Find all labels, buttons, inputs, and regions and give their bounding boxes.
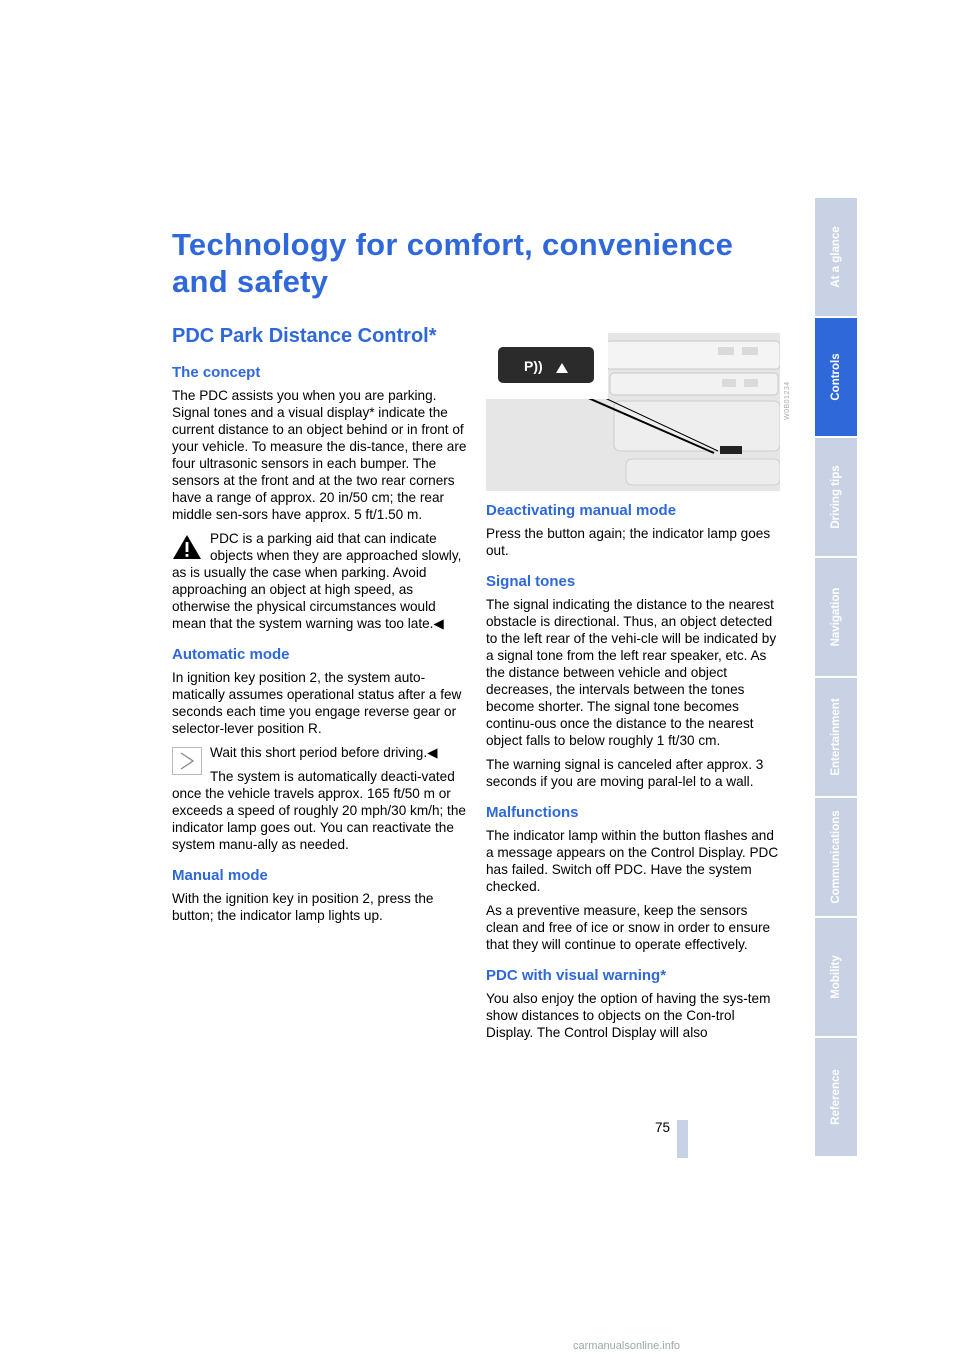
- signal-tones-text-1: The signal indicating the distance to the nearest obstacle is directional. Thus, an object detected to the left rear of the vehi-cle will be indicated by a signal tone from the left rear speaker, etc. As the distance between vehicle and object decreases, the intervals between the tones become shorter. The signal tone becomes continu-ous once the distance to the nearest object falls to below roughly 1 ft/30 cm.: [486, 597, 777, 748]
- warning-text: PDC is a parking aid that can indicate objects when they are approached slowly, as is usually the case when parking. Avoid approaching an object at high speed, as otherwise the physical circumstances would mean that the system warning was too late.◀: [172, 531, 462, 631]
- tab-reference[interactable]: Reference: [815, 1038, 857, 1156]
- tab-driving-tips[interactable]: Driving tips: [815, 438, 857, 556]
- info-note: [172, 744, 467, 853]
- pdc-button-figure: [486, 333, 780, 491]
- malfunctions-text-1: The indicator lamp within the button flashes and a message appears on the Control Display. PDC has failed. Switch off PDC. Have the system checked.: [486, 828, 779, 894]
- automatic-mode-text: In ignition key position 2, the system auto-matically assumes operational status after a few seconds each time you engage reverse gear or selector-lever position R.: [172, 670, 462, 736]
- section-title: PDC Park Distance Control*: [172, 325, 437, 347]
- page-number-bar: [677, 1120, 688, 1158]
- page-title: Technology for comfort, convenience and safety: [172, 227, 734, 299]
- tab-controls[interactable]: Controls: [815, 318, 857, 436]
- tab-communications[interactable]: Communications: [815, 798, 857, 916]
- warning-note: [172, 530, 467, 632]
- deactivating-manual-mode-heading: Deactivating manual mode: [486, 502, 677, 519]
- left-column: [172, 364, 467, 931]
- malfunctions-text-2: As a preventive measure, keep the sensors clean and free of ice or snow in order to ensure that they will continue to operate effectively.: [486, 903, 771, 952]
- deactivating-manual-mode-text: Press the button again; the indicator lamp goes out.: [486, 526, 771, 558]
- info-note-text: Wait this short period before driving.◀: [210, 745, 438, 760]
- concept-heading: The concept: [172, 364, 261, 381]
- warning-triangle-icon: [172, 533, 202, 561]
- tab-at-a-glance[interactable]: At a glance: [815, 198, 857, 316]
- malfunctions-heading: Malfunctions: [486, 804, 579, 821]
- watermark: carmanualsonline.info: [573, 1340, 681, 1352]
- figure-id: W0B01234: [784, 381, 791, 420]
- tab-entertainment[interactable]: Entertainment: [815, 678, 857, 796]
- tab-navigation[interactable]: Navigation: [815, 558, 857, 676]
- dashboard-illustration: [486, 333, 780, 491]
- pdc-button-symbol: P)): [524, 358, 543, 374]
- right-column: [486, 502, 781, 1048]
- chapter-tabs: [815, 198, 857, 1160]
- manual-mode-text: With the ignition key in position 2, press the button; the indicator lamp lights up.: [172, 891, 434, 923]
- tab-mobility[interactable]: Mobility: [815, 918, 857, 1036]
- visual-warning-heading: PDC with visual warning*: [486, 967, 667, 984]
- signal-tones-text-2: The warning signal is canceled after approx. 3 seconds if you are moving paral-lel to a wall.: [486, 757, 764, 789]
- automatic-mode-text-2: The system is automatically deacti-vated once the vehicle travels approx. 165 ft/50 m or exceeds a speed of roughly 20 mph/30 km/h; the indicator lamp goes out. You can reactivate the system manu-ally as needed.: [172, 769, 466, 852]
- automatic-mode-heading: Automatic mode: [172, 646, 290, 663]
- manual-mode-heading: Manual mode: [172, 867, 268, 884]
- page-number: 75: [654, 1120, 670, 1135]
- concept-text: The PDC assists you when you are parking. Signal tones and a visual display* indicate the current distance to an object behind or in front of your vehicle. To measure the dis-tance, there are four ultrasonic sensors in each bumper. The sensors at the front and at the two rear corners have a range of approx. 20 in/50 cm; the rear middle sen-sors have approx. 5 ft/1.50 m.: [172, 388, 467, 522]
- visual-warning-text: You also enjoy the option of having the sys-tem show distances to objects on the Con-trol Display. The Control Display will also: [486, 991, 771, 1040]
- note-arrow-icon: [172, 747, 202, 775]
- signal-tones-heading: Signal tones: [486, 573, 576, 590]
